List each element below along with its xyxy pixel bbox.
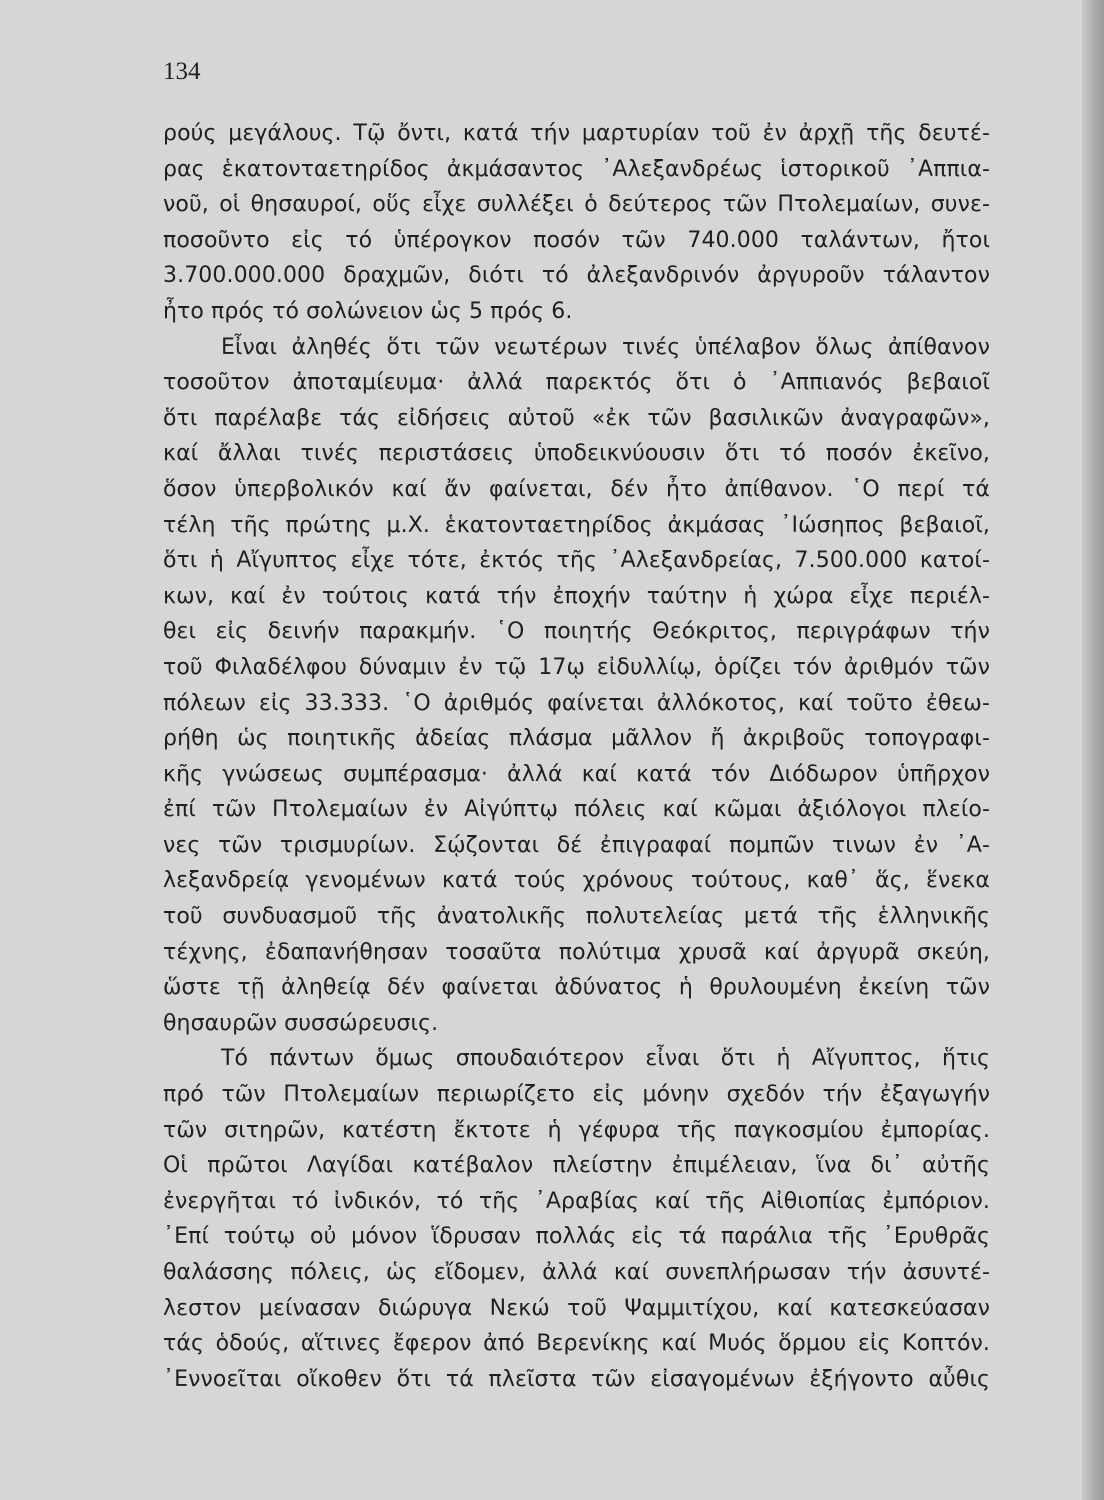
text-line: ρήθη ὡς ποιητικῆς ἀδείας πλάσμα μᾶλλον ἤ ἀκριβοῦς τοπογραφι- [163,726,990,752]
text-line: θησαυρῶν συσσώρευσις. [163,1010,439,1036]
text-line: ρούς μεγάλους. Τῷ ὄντι, κατά τήν μαρτυρίαν τοῦ ἐν ἀρχῇ τῆς δευτέ- [163,121,990,146]
text-line: ὅτι παρέλαβε τάς εἰδήσεις αὐτοῦ «ἐκ τῶν βασιλικῶν ἀναγραφῶν», [163,405,990,431]
text-line: Οἱ πρῶτοι Λαγίδαι κατέβαλον πλείστην ἐπιμέλειαν, ἵνα δι᾿ αὐτῆς [163,1153,990,1179]
text-line: Εἶναι ἀληθές ὅτι τῶν νεωτέρων τινές ὑπέλαβον ὅλως ἀπίθανον [221,334,990,360]
text-line: λεστον μείνασαν διώρυγα Νεκώ τοῦ Ψαμμιτίχου, καί κατεσκεύασαν [163,1295,990,1321]
text-line: 3.700.000.000 δραχμῶν, διότι τό ἀλεξανδρινόν ἀργυροῦν τάλαντον [163,263,990,289]
page-number: 134 [163,58,201,85]
text-line: πρό τῶν Πτολεμαίων περιωρίζετο εἰς μόνην σχεδόν τήν ἐξαγωγήν [163,1082,990,1108]
paragraph [163,116,990,330]
text-line: πόλεων εἰς 33.333. ῾Ο ἀριθμός φαίνεται ἀλλόκοτος, καί τοῦτο ἐθεω- [163,690,990,716]
page-edge-shadow [1082,0,1104,1500]
text-line: ὅτι ἡ Αἴγυπτος εἶχε τότε, ἐκτός τῆς ᾿Αλεξανδρείας, 7.500.000 κατοί- [163,548,990,574]
text-line: ᾿Εννοεῖται οἴκοθεν ὅτι τά πλεῖστα τῶν εἰσαγομένων ἐξήγοντο αὖθις [163,1366,990,1392]
text-line: τέλη τῆς πρώτης μ.Χ. ἑκατονταετηρίδος ἀκμάσας ᾿Ιώσηπος βεβαιοῖ, [163,512,990,538]
text-line: ρας ἑκατονταετηρίδος ἀκμάσαντος ᾿Αλεξανδρέως ἱστορικοῦ ᾿Αππια- [163,156,990,182]
text-line: ἦτο πρός τό σολώνειον ὡς 5 πρός 6. [163,298,573,324]
text-line: τοῦ Φιλαδέλφου δύναμιν ἐν τῷ 17ῳ εἰδυλλίῳ, ὁρίζει τόν ἀριθμόν τῶν [163,654,990,680]
text-line: τάς ὁδούς, αἵτινες ἔφερον ἀπό Βερενίκης καί Μυός ὅρμου εἰς Κοπτόν. [163,1331,990,1357]
paragraph [163,1041,990,1397]
paragraph [163,330,990,1042]
text-line: ᾿Επί τούτῳ οὐ μόνον ἵδρυσαν πολλάς εἰς τά παράλια τῆς ᾿Ερυθρᾶς [163,1224,990,1250]
text-line: νοῦ, οἱ θησαυροί, οὕς εἶχε συλλέξει ὁ δεύτερος τῶν Πτολεμαίων, συνε- [163,192,990,218]
text-line: τοσοῦτον ἀποταμίευμα· ἀλλά παρεκτός ὅτι ὁ ᾿Αππιανός βεβαιοῖ [163,370,990,396]
body-text [163,116,990,1397]
text-line: θαλάσσης πόλεις, ὡς εἴδομεν, ἀλλά καί συνεπλήρωσαν τήν ἀσυντέ- [163,1260,990,1285]
text-line: τοῦ συνδυασμοῦ τῆς ἀνατολικῆς πολυτελείας μετά τῆς ἑλληνικῆς [163,904,990,930]
text-line: κῆς γνώσεως συμπέρασμα· ἀλλά καί κατά τόν Διόδωρον ὑπῆρχον [163,761,990,787]
text-line: κων, καί ἐν τούτοις κατά τήν ἐποχήν ταύτην ἡ χώρα εἶχε περιέλ- [163,583,990,609]
text-line: ὥστε τῇ ἀληθείᾳ δέν φαίνεται ἀδύνατος ἡ θρυλουμένη ἐκείνη τῶν [163,975,990,1001]
text-line: θει εἰς δεινήν παρακμήν. ῾Ο ποιητής Θεόκριτος, περιγράφων τήν [163,619,990,645]
text-line: ἐπί τῶν Πτολεμαίων ἐν Αἰγύπτῳ πόλεις καί κῶμαι ἀξιόλογοι πλείο- [163,797,990,823]
text-line: τέχνης, ἐδαπανήθησαν τοσαῦτα πολύτιμα χρυσᾶ καί ἀργυρᾶ σκεύη, [163,939,990,965]
text-line: λεξανδρείᾳ γενομένων κατά τούς χρόνους τούτους, καθ᾿ ἅς, ἕνεκα [163,868,990,894]
text-line: Τό πάντων ὅμως σπουδαιότερον εἶναι ὅτι ἡ Αἴγυπτος, ἥτις [221,1046,990,1072]
text-line: νες τῶν τρισμυρίων. Σῴζονται δέ ἐπιγραφαί πομπῶν τινων ἐν ᾿Α- [163,832,990,858]
text-line: ὅσον ὑπερβολικόν καί ἄν φαίνεται, δέν ἦτο ἀπίθανον. ῾Ο περί τά [163,476,990,502]
text-line: ἐνεργῆται τό ἰνδικόν, τό τῆς ᾿Αραβίας καί τῆς Αἰθιοπίας ἐμπόριον. [163,1188,990,1214]
text-line: ποσοῦντο εἰς τό ὑπέρογκον ποσόν τῶν 740.000 ταλάντων, ἤτοι [163,227,990,253]
text-line: καί ἄλλαι τινές περιστάσεις ὑποδεικνύουσιν ὅτι τό ποσόν ἐκεῖνο, [163,441,990,467]
text-line: τῶν σιτηρῶν, κατέστη ἔκτοτε ἡ γέφυρα τῆς παγκοσμίου ἐμπορίας. [163,1117,990,1143]
